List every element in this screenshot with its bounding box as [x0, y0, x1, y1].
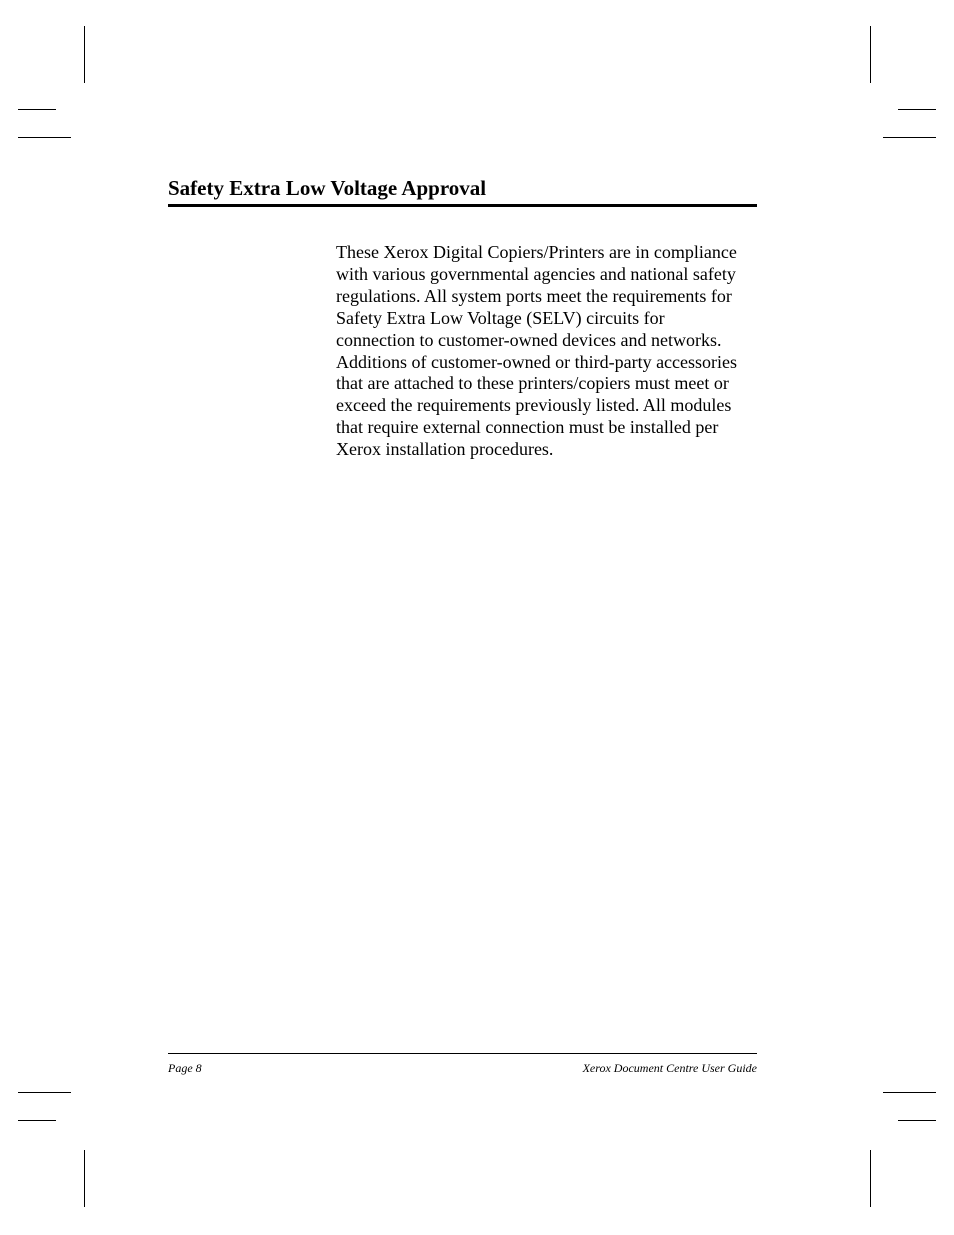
section-title: Safety Extra Low Voltage Approval [168, 176, 487, 200]
crop-mark-top-left-horizontal-1 [18, 109, 56, 110]
crop-mark-bottom-right-vertical [870, 1150, 871, 1207]
body-line: connection to customer-owned devices and networks. [336, 329, 722, 350]
body-line: These Xerox Digital Copiers/Printers are in compliance [336, 242, 737, 262]
footer-rule [168, 1053, 757, 1054]
body-line: exceed the requirements previously listed. All modules [336, 395, 732, 416]
crop-mark-top-right-vertical [870, 26, 871, 83]
crop-mark-bottom-left-vertical [84, 1150, 85, 1207]
body-line: that require external connection must be installed per [336, 417, 719, 438]
crop-mark-bottom-right-horizontal-2 [898, 1120, 936, 1121]
crop-mark-bottom-left-horizontal-1 [18, 1092, 71, 1093]
crop-mark-top-left-vertical [84, 26, 85, 83]
crop-mark-bottom-left-horizontal-2 [18, 1120, 56, 1121]
crop-mark-top-right-horizontal-2 [883, 137, 936, 138]
body-line: Additions of customer-owned or third-party accessories [336, 351, 738, 372]
body-line: Xerox installation procedures. [336, 439, 554, 460]
title-rule [168, 204, 757, 207]
body-line: that are attached to these printers/copiers must meet or [336, 373, 729, 394]
body-paragraph [336, 242, 761, 461]
body-line: Safety Extra Low Voltage (SELV) circuits for [336, 307, 665, 328]
crop-mark-top-right-horizontal-1 [898, 109, 936, 110]
body-line: regulations. All system ports meet the requirements for [336, 285, 732, 306]
body-line: with various governmental agencies and national safety [336, 263, 736, 284]
crop-mark-bottom-right-horizontal-1 [883, 1092, 936, 1093]
crop-mark-top-left-horizontal-2 [18, 137, 71, 138]
guide-title: Xerox Document Centre User Guide [582, 1061, 757, 1075]
page-number: Page 8 [168, 1061, 202, 1075]
